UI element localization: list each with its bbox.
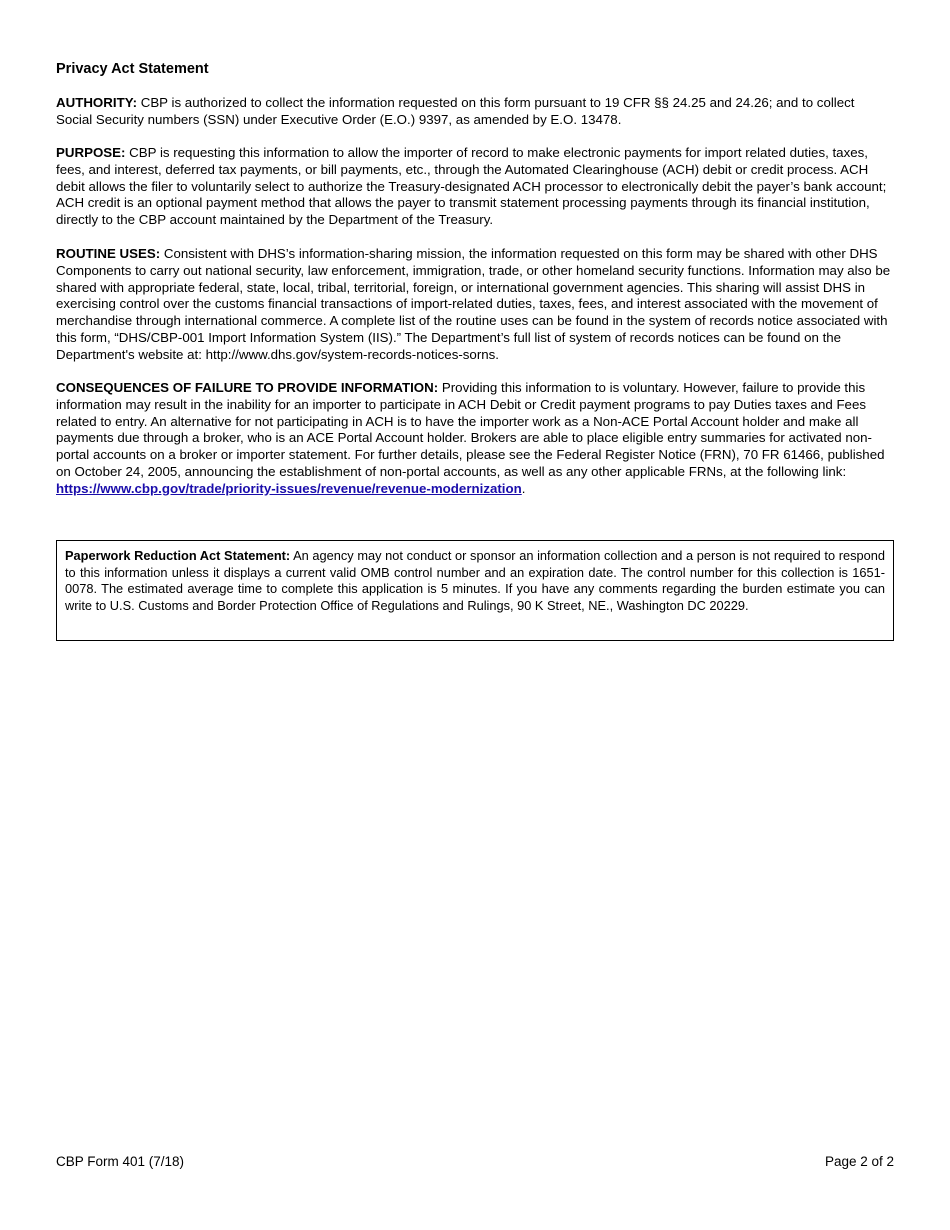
authority-label: AUTHORITY: [56,95,138,110]
paperwork-label: Paperwork Reduction Act Statement: [65,548,291,563]
authority-text: CBP is authorized to collect the information requested on this form pursuant to 19 CFR §§ 24.25 and 24.26; and to collect Social Security numbers (SSN) under Executive Order (E.O.) 9397, as amended by E.O. 13478. [56,95,855,127]
page-title: Privacy Act Statement [56,61,209,77]
document-page [56,0,894,1230]
consequences-label: CONSEQUENCES OF FAILURE TO PROVIDE INFORMATION: [56,380,439,395]
consequences-text: Providing this information to is voluntary. However, failure to provide this information may result in the inability for an importer to participate in ACH Debit or Credit payment programs to pay Duties taxes and Fees related to entry. An alternative for not participating in ACH is to have the importer work as a Non-ACE Portal Account holder and make all payments due through a broker, who is an ACE Portal Account holder. Brokers are able to place eligible entry summaries for activated non-portal accounts on a broker or importer statement. For further details, please see the Federal Register Notice (FRN), 70 FR 61466, published on October 24, 2005, announcing the establishment of non-portal accounts, as well as any other applicable FRNs, at the following link: [56,380,885,479]
paperwork-paragraph [65,548,885,614]
routine-uses-text: Consistent with DHS’s information-sharing mission, the information requested on this form may be shared with other DHS Components to carry out national security, law enforcement, immigration, trade, or other homeland security functions. Information may also be shared with appropriate federal, state, local, tribal, territorial, foreign, or international government agencies. This sharing will assist DHS in exercising control over the customs financial transactions of import-related duties, taxes, fees, and interest associated with the movement of merchandise through international commerce. A complete list of the routine uses can be found in the system of records notice associated with this form, “DHS/CBP-001 Import Information System (IIS).” The Department’s full list of system of records notices can be found on the Department's website at: http://www.dhs.gov/system-records-notices-sorns. [56,246,891,362]
routine-uses-paragraph [56,246,894,364]
revenue-modernization-link[interactable]: https://www.cbp.gov/trade/priority-issues/revenue/revenue-modernization [56,480,522,496]
purpose-label: PURPOSE: [56,145,126,160]
routine-uses-label: ROUTINE USES: [56,246,161,261]
footer-page-number: Page 2 of 2 [824,1154,894,1169]
paperwork-text: An agency may not conduct or sponsor an information collection and a person is not required to respond to this information unless it displays a current valid OMB control number and an expiration date. The control number for this collection is 1651-0078. The estimated average time to complete this application is 5 minutes. If you have any comments regarding the burden estimate you can write to U.S. Customs and Border Protection Office of Regulations and Rulings, 90 K Street, NE., Washington DC 20229. [65,548,885,613]
purpose-paragraph [56,145,894,229]
authority-paragraph [56,95,894,129]
consequences-trailing: . [521,480,526,496]
footer-form-id: CBP Form 401 (7/18) [56,1154,185,1169]
consequences-paragraph [56,380,894,498]
purpose-text: CBP is requesting this information to allow the importer of record to make electronic payments for import related duties, taxes, fees, and interest, deferred tax payments, or bill payments, etc., through the Automated Clearinghouse (ACH) debit or credit process. ACH debit allows the filer to voluntarily select to authorize the Treasury-designated ACH processor to electronically debit the payer’s bank account; ACH credit is an optional payment method that allows the payer to transmit statement processing payments through its financial institution, directly to the CBP account maintained by the Department of the Treasury. [56,145,887,228]
paperwork-reduction-box [56,540,894,641]
